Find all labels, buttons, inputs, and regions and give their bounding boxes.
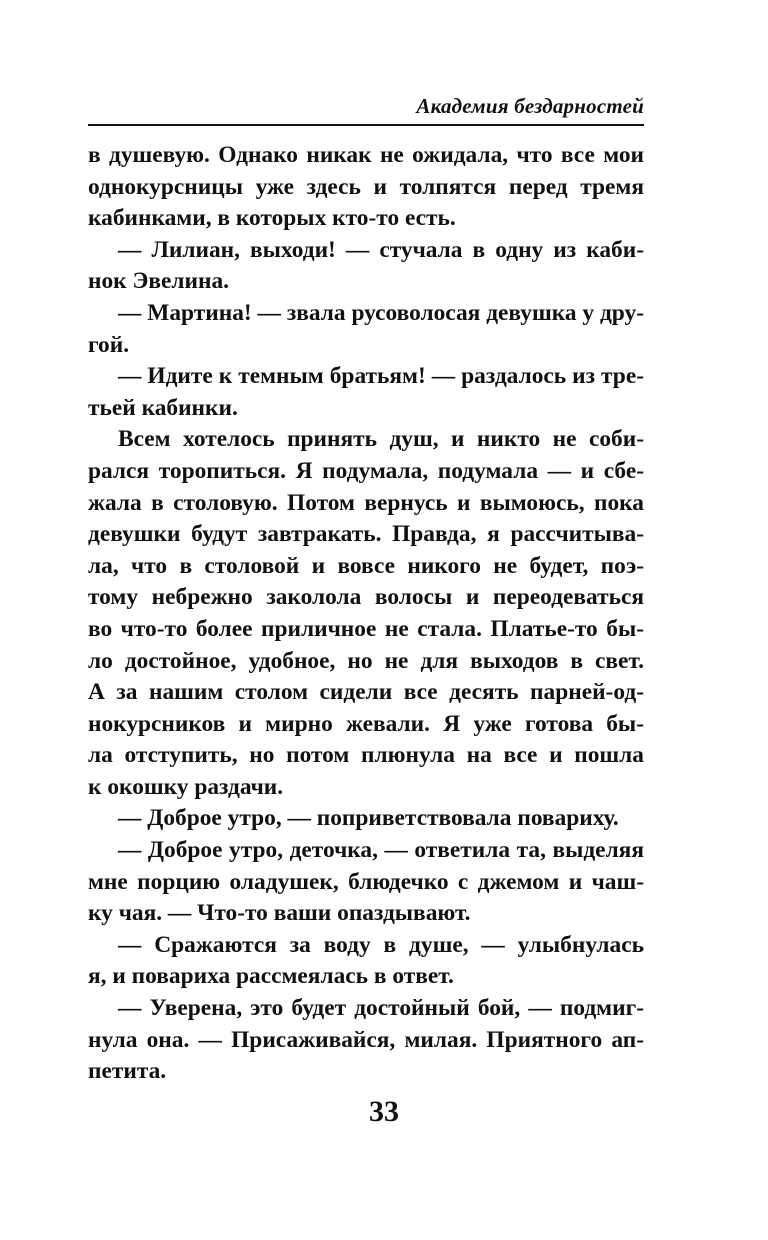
text-line: ку чая. — Что-то ваши опаздывают. [88,900,471,927]
text-line: ла, что в столовой и вовсе никого не будет, поэ- [88,552,644,579]
text-line: в душевую. Однако никак не ожидала, что все мои [88,142,644,168]
paragraph [88,361,644,424]
text-line: — Сражаются за воду в душе, — улыбнулась [118,931,644,958]
paragraph [88,993,644,1088]
text-line: — Мартина! — звала русоволосая девушка у дру- [118,299,644,326]
text-line: нула она. — Присаживайся, милая. Приятного ап- [88,1026,644,1053]
text-line: А за нашим столом сидели все десять парней-од- [88,679,644,706]
text-line: тьей кабинки. [88,394,238,421]
text-line: к окошку раздачи. [88,773,284,800]
text-line: петита. [88,1058,167,1085]
text-line: Всем хотелось принять душ, и никто не соби- [118,426,644,453]
text-line: кабинками, в которых кто-то есть. [88,205,456,232]
paragraph [88,803,644,835]
text-line: девушки будут завтракать. Правда, я рассчитыва- [88,521,644,548]
paragraph [88,298,644,361]
paragraph [88,235,644,298]
text-line: ло достойное, удобное, но не для выходов в свет. [88,647,644,674]
text-line: однокурсницы уже здесь и толпятся перед тремя [88,173,644,200]
text-line: я, и повариха рассмеялась в ответ. [88,963,454,990]
text-line: ла отступить, но потом плюнула на все и пошла [88,742,644,769]
text-line: гой. [88,331,130,358]
text-line: рался торопиться. Я подумала, подумала — и сбе- [88,457,644,484]
paragraph [88,140,644,235]
text-line: — Лилиан, выходи! — стучала в одну из каби- [118,236,644,263]
text-line: нок Эвелина. [88,268,229,295]
text-line: тому небрежно заколола волосы и переодеваться [88,584,644,611]
running-header-title: Академия бездарностей [416,94,644,118]
paragraph [88,835,644,930]
text-line: нокурсников и мирно жевали. Я уже готова бы- [88,710,644,737]
body-text [88,140,644,1088]
text-line: мне порцию оладушек, блюдечко с джемом и чаш- [88,868,644,895]
text-line: — Доброе утро, деточка, — ответила та, выделяя [118,837,644,864]
page-number: 33 [369,1095,399,1128]
running-header [88,88,644,126]
text-line: — Идите к темным братьям! — раздалось из тре- [118,363,644,390]
paragraph [88,424,644,803]
paragraph [88,930,644,993]
text-line: жала в столовую. Потом вернусь и вымоюсь, пока [88,489,644,516]
text-line: — Уверена, это будет достойный бой, — подмиг- [118,995,644,1022]
text-line: во что-то более приличное не стала. Платье-то бы- [88,615,644,642]
text-line: — Доброе утро, — поприветствовала повариху. [118,805,619,832]
